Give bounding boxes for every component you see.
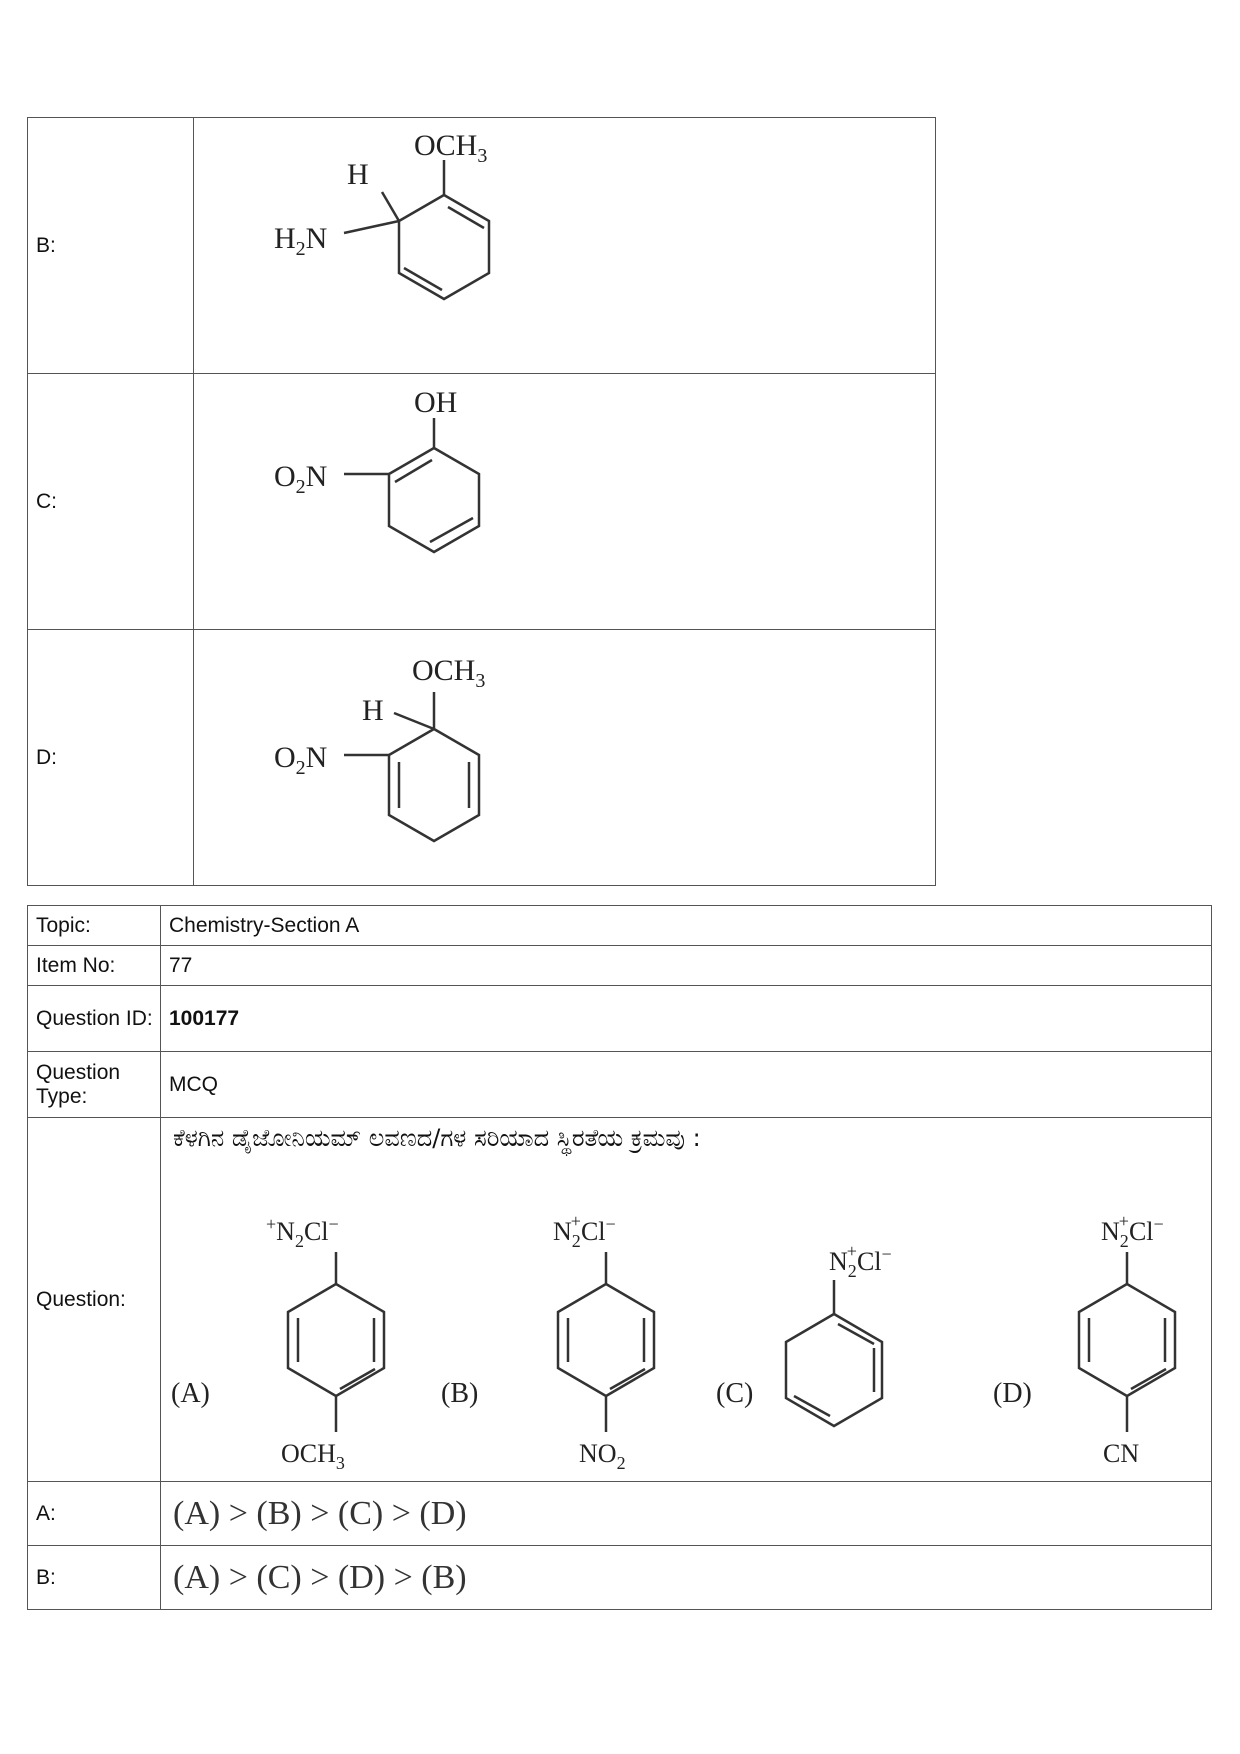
- svg-text:OCH3: $OCH_3$: [414, 129, 488, 167]
- svg-text:O2N: $O_2N$: [274, 741, 328, 779]
- svg-text:H: H: [347, 158, 369, 191]
- structure-d-para: CN: [1103, 1439, 1140, 1468]
- structure-c-image: [194, 374, 935, 624]
- structure-b: [441, 1211, 654, 1472]
- svg-text:H2N: $H_2N$: [274, 222, 328, 260]
- item-label: Item No:: [28, 946, 161, 986]
- question-id-value: 100177: [161, 986, 1212, 1052]
- structure-c-label: (C): [716, 1378, 754, 1409]
- svg-text:N2+Cl−: $N_2+Cl^-$: [1101, 1211, 1164, 1251]
- question-body: [161, 1118, 1212, 1482]
- structure-b-image: [194, 118, 935, 368]
- previous-options-table: [27, 117, 936, 886]
- question-table: [27, 905, 1212, 1610]
- question-type-value: MCQ: [161, 1052, 1212, 1118]
- option-label: C:: [28, 374, 194, 630]
- svg-text:N2+Cl−: $N_2+Cl^-$: [553, 1211, 616, 1251]
- question-row: [28, 1118, 1212, 1482]
- item-row: [28, 946, 1212, 986]
- answer-row-a: [28, 1482, 1212, 1546]
- question-structures: [161, 1152, 1211, 1472]
- structure-d-label: (D): [993, 1378, 1032, 1409]
- option-label: D:: [28, 630, 194, 886]
- option-label: B:: [28, 118, 194, 374]
- svg-text:OH: OH: [414, 386, 458, 419]
- topic-row: [28, 906, 1212, 946]
- structure-a: [171, 1214, 384, 1472]
- answer-value: (A) > (C) > (D) > (B): [161, 1546, 1212, 1610]
- answer-value: (A) > (B) > (C) > (D): [161, 1482, 1212, 1546]
- question-type-row: [28, 1052, 1212, 1118]
- topic-value: Chemistry-Section A: [161, 906, 1212, 946]
- structure-cell: [194, 118, 936, 374]
- option-row-d: [28, 630, 936, 886]
- svg-text:O2N: $O_2N$: [274, 460, 328, 498]
- option-row-b: [28, 118, 936, 374]
- structure-a-label: (A): [171, 1378, 210, 1409]
- answer-row-b: [28, 1546, 1212, 1610]
- option-row-c: [28, 374, 936, 630]
- answer-label: A:: [28, 1482, 161, 1546]
- question-type-label: Question Type:: [28, 1052, 161, 1118]
- structure-cell: [194, 374, 936, 630]
- structure-b-para: $NO_2$: [579, 1439, 626, 1472]
- structure-cell: [194, 630, 936, 886]
- structure-b-label: (B): [441, 1378, 479, 1409]
- item-value: 77: [161, 946, 1212, 986]
- topic-label: Topic:: [28, 906, 161, 946]
- svg-text:H: H: [362, 694, 384, 727]
- structure-c: [716, 1241, 892, 1426]
- structure-a-para: $OCH_3$: [281, 1439, 345, 1472]
- question-label: Question:: [28, 1118, 161, 1482]
- svg-text:+N2Cl−: $^+N_2Cl^-$: [266, 1214, 339, 1251]
- answer-label: B:: [28, 1546, 161, 1610]
- svg-text:N2+Cl−: $N_2+Cl^-$: [829, 1241, 892, 1281]
- svg-text:OCH3: $OCH_3$: [412, 654, 486, 692]
- structure-d-image: [194, 630, 935, 880]
- structure-d: [993, 1211, 1175, 1468]
- question-text: ಕೆಳಗಿನ ಡೈಜೋನಿಯಮ್ ಲವಣದ/ಗಳ ಸರಿಯಾದ ಸ್ಥಿರತೆಯ ಕ್ರಮವು :: [173, 1124, 701, 1152]
- question-id-label: Question ID:: [28, 986, 161, 1052]
- question-id-row: [28, 986, 1212, 1052]
